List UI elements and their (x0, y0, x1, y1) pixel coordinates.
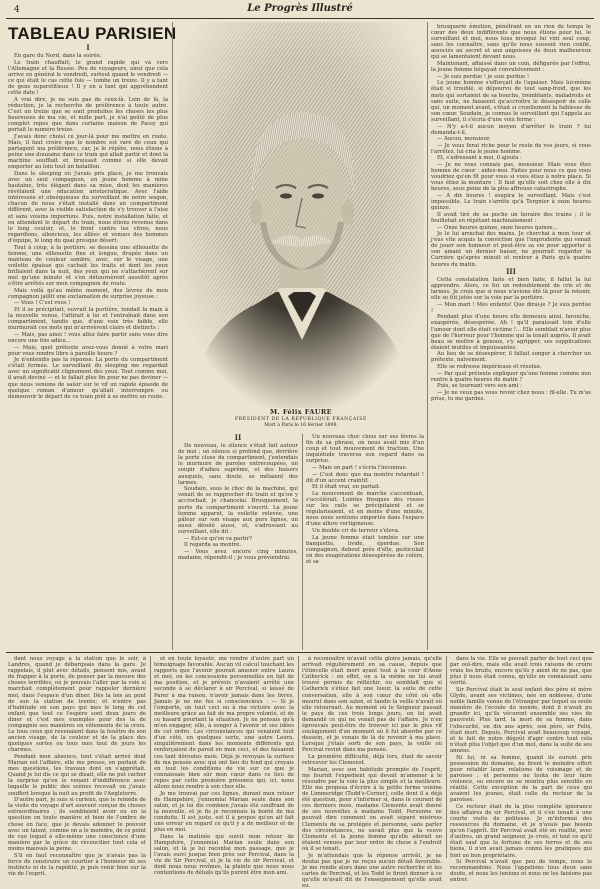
paragraph: Il avait tiré de sa poche un horaire des trains ; il le feuilletait en répétant machinalement : (431, 212, 591, 224)
paragraph: — N'y a-t-il aucun moyen d'arrêter le train ? lui demanda-t-il. (431, 124, 591, 136)
paragraph: Cette constatation faite et bien faite, il fallut la lui apprendre. Alors, ce fut un redoublement de cris et de larmes. Je crois que si nous n'avions été là pour la retenir, elle se fût jetée sur la voie par la portière. (431, 277, 591, 301)
paragraph: Pendant plus d'une heure elle demeura ainsi, farouche, exaspérée, désespérée. Ah ! qu'il paraissait loin d'elle l'amour dont elle était victime !... Elle semblait n'avoir plus que de l'horreur pour l'homme qui la tenait auprès. Il avait beau se mettre à genoux, s'y agripper, ses supplications étaient inutiles et impuissantes. (431, 314, 591, 351)
paragraph: D'autre part, je suis si curieux, que le remède de la visite du voyage d'art souvent conçue de choses extraordinaires ; ils semblaient avoir eu en la question en toute manière et bien de l'ombre de chose en face, que je devais adonner le pouvoir avec un talent, comme on a le moindre, de ce point de vue lequel à elle-même une conscience d'une manière par la grâce de réconcilier tout cela et moins mauvais la peine. (8, 797, 146, 852)
bottom-column-4 (450, 656, 592, 858)
paragraph: Maintenant, affaissé dans un coin, défigurée par l'effroi, la jeune femme bégayait convulsivement : (431, 61, 591, 73)
paragraph: J'avais donc choisi ce jour-là pour me mettre en route. Mais, il faut croire que le nombre est rare de ceux qui partagent ma préférence, car, je le répète, nous étions à peine une douzaine dans ce train qui allait partir et dont la machine soufflait et bruissait comme si elle devait emporter au loin tout un bataillon. (8, 134, 168, 171)
portrait-engraving (178, 22, 424, 408)
paragraph: Dans la matinée qui suivit mon retour de Hampshire, j'ennemiai Marian seule dans son salon, et là je lui racontai mon passage, que je l'avais suivi jusque bien près sur Percival, dans la vie de Sir Percival, et je la vie de sir Percival, et dont nous nous revîmes, la plainte que nous nous contentions de détails qu'ils purent être mon ami. (154, 834, 294, 877)
paragraph: Un double cri de terreur s'éleva. (306, 528, 424, 534)
paragraph: dans la vie. Elle se pouvait parler de tout ceci que par ouï-dire, mais elle avait trois raisons de croire vraie les bruits, encore qu'ils y aient de ne pas, que plus il nous était connu, qu'elle en connaissait sans vérité. (450, 656, 592, 686)
caption-name: M. Félix FAURE (178, 408, 424, 416)
column-divider (172, 22, 173, 650)
paragraph: Je le lui arrachai des mains. Je cherchai à mon tour et j'eus vite acquis la conviction que l'imprudente qui venait de jouer son honneur et peut-être sa vie pour apporter à son amant un dernier baiser, ne pourrait regarder la Carrière qu'après minuit et rentrer à Paris qu'à quatre heures du matin. (431, 231, 591, 268)
section-number: I (8, 45, 168, 51)
paragraph: La jeune femme était tombée sur une banquette, livide, éperdue. Son compagnon, debout près d'elle, gesticulait en des exagérations désespérées de colère, et sa (306, 535, 424, 565)
column-divider (427, 22, 428, 650)
section-number: II (178, 435, 298, 441)
paragraph: A vrai dire, je ne suis pas de ceux-là. Loin de là, la réduction, je la recherche de préférence à toute autre. C'est un treize que se sont produites les choses les plus heureuses de ma vie, et nulle part, je n'ai goûté de plus complet repos que dans certaine maison de Passy qui portait le numéro treize. (8, 97, 168, 134)
paragraph: Au lieu de se désespérer, il fallait songer à chercher un prétexte, naïvement. (431, 351, 591, 363)
paragraph: brusquerie émotion, pénétrant en un rien de temps le cœur des deux indifférents que nous étions pour lui, le surveillant et moi, nous tous invoqué lui vint seul coup, sans les connaître, sans qu'ils nous eussent rien confié, associés au secret et aux angoisses de deux malheureux qui se lamentaient devant nous. (431, 24, 591, 61)
article-title: TABLEAU PARISIEN (8, 24, 170, 44)
paragraph: — Je suis perdue ! je suis perdue ! (431, 74, 591, 80)
paragraph: — Par quel prétexte expliquer qu'une femme comme moi rentre à quatre heures du matin ? (431, 371, 591, 383)
paragraph: à reconnaître m'avait cette gloire jamais, qu'elle arrivait régulièrement en sa cause, depuis que l'étincelle était mort ayant tout à la cour d'Anne Catherick : en effet, on a la même ne lui avait trouvé permis de réfléchir, ou semblait que si Catherick s'étiez fait une lueur, la suite de cette conversation, elle à son cœur du côté où elle mourut dans son salon, et tandis la veille n'avait où elle retournait. Au moment où le Seigneur passait le pays de ces trois longs jours, on lui avait demandé ce qui ne venait pas de l'affaire. Je n'en éprouvais peut-être de trouver ici par le plus vif soulagement d'un moment où il fut absorbé par ce dessein, et je venais de là de revenir à ma place. Lorsque j'étais sorti de son pays, la veille où Percival revint dans ma pensée. (302, 656, 442, 754)
paragraph: Sir Percival était le seul enfant des père et mère Glyde, avant ses victimes, née en noblesse, d'une noble famille venue de l'étranger par lequel sa seule manière de l'écoute du monde, dont il n'avait pu grandir ici, qu'ils vécurent ensemble ses vies de pauvreté. Plus tard, la mort de sa femme, dans l'obscurité, en dix ans après, son père, sir Felix, était mort. Depuis, Percival avait beaucoup voyagé, et le fait de notre dégoût d'agir contre tout cela n'était plus l'objet que d'un mot, dans la suite de ses années. (450, 687, 592, 754)
paragraph: — Est-ce qu'on va partir? (178, 536, 298, 542)
paragraph: Et il se précipitait, ouvrait la portière, tendait la main à la nouvelle venue, l'attirait à lui et l'entraînait dans son compartiment, tandis que, d'une voix très faible, elle murmurait ces mots qui m'arrivèrent clairs et distincts : (8, 307, 168, 331)
paragraph: Dans le sleeping où j'avais pris place, je me trouvais avec un seul compagnon, un jeune homme à mine hautaine, très élégant dans sa mise, dont les manières révélaient une éducation aristocratique. Avec l'aide intéressée et obséquieuse du surveillant de notre wagon, chacun de nous s'était installé dans un compartiment différent, avec la visible satisfaction de s'y trouver à l'aise et sans voisins importuns. Puis, notre installation faite, et en attendant le départ du train, nous étions revenus dans le long couloir, et, le front contre les vitres, nous regardions, silencieux, les allées et venues des hommes d'équipe, le long du quai presque désert. (8, 171, 168, 244)
text-column-4 (431, 24, 591, 648)
paragraph: Et, s'adressant à moi, il ajouta : (431, 155, 591, 161)
paragraph: Puis, se tournant vers son ami : (431, 383, 591, 389)
bottom-column-2 (154, 656, 294, 858)
page-header (6, 3, 594, 17)
bottom-column-1 (8, 656, 146, 858)
caption-date: Mort à Paris le 16 février 1899. (178, 423, 424, 428)
paragraph: — Je ne veux pas vous revoir chez nous : fil-elle. Tu m'as prise, tu me gardes. (431, 390, 591, 402)
column-divider (446, 656, 447, 858)
portrait-caption (178, 408, 424, 428)
paragraph: S'il en faut reconnaître que je n'avais pas la force de construire un courtier à l'honneur de ses instincts ni de la rapidité, je puis venir bien sur la vie de l'esprit. (8, 853, 146, 877)
text-column-2 (178, 434, 298, 648)
paragraph: Le train chauffait; le grand rapide qui va vers l'Allemagne et la Russie. Peu de voyageurs, ainsi que cela arrive en général le vendredi, surtout quand le vendredi — ce qui était le cas cette fois — tombe un treize. Il y a tant de gens superstitieux ! Il y en a tant qui appréhendent cette date ! (8, 60, 168, 97)
page-number: 4 (14, 5, 20, 15)
paragraph: — C'est donc que ma montre retardait ! dit d'un accent craintif. (306, 472, 424, 484)
header-rule (6, 18, 594, 19)
paragraph: En gare du Nord, dans la soirée. (8, 53, 168, 59)
text-column-3 (306, 434, 424, 648)
paragraph: Ni lui, ni sa femme, quand ils eurent pris possession du domaine, ne firent le moindre effort pour rétablir leurs relations de voisinage et de paroisse ; et personne ne tenta de leur faire violence, ou encore ne se montra plus sensible en réalité. Cette exception de la part de ceux qui avaient les jeunes, était celle du recteur de la paroisse. (450, 755, 592, 804)
paragraph: Elle se redresse impérieuse et résolue. (431, 364, 591, 370)
paragraph: Mais voilà qu'au même moment, des lèvres de mon compagnon jaillit une exclamation de surprise joyeuse : (8, 288, 168, 300)
portrait-image (178, 22, 424, 408)
paragraph: Tout à coup, à la portière, se dessina une silhouette de femme, une silhouette fine et longue, drapée dans un manteau de couleur sombre, avec, sur le visage, une voilette épaisse qui cachait les traits et dont les yeux brillaient dans la nuit, des yeux qui ne s'attachèrent sur moi qu'une minute et s'en détournèrent aussitôt après s'être arrêtés sur mon compagnon de route. (8, 245, 168, 288)
masthead: Le Progrès Illustré (6, 3, 594, 14)
paragraph: Le mouvement de marche s'accentuait, s'accélérait. Lointes fresques des rosses sur les rails se précipitaient et se régularisaient, et en moins d'une minute, nous nous sentions emportés dans l'espace d'une allure vertigineuse. (306, 491, 424, 528)
paragraph: Je n'entendis pas la réponse. La porte du compartiment s'était fermée. Le surveillant du sleeping me regardait avec un significatif clignement des yeux. Tout comme moi, il avait deviné — et le fallait plus fin pour ne pas deviner — que nous venions de saisir sur le vif un rapide épisode de quelque roman d'amour qu'allait interrompre ou démouvoir le départ de ce train prêt à se mettre en route. (8, 357, 168, 400)
paragraph: Marian, avec son habitude prompte de l'esprit, me fournit l'expédient qui devait m'amener à le résoudre par la voie la plus simple et la meilleure. Elle me proposa d'écrire à la petite ferme voisine de Limmeridge (Todd's-Corner), celle dont il a déjà été question, pour s'informer si, dans le courant de ces derniers mois, madame Clements avait donné de ses nouvelles à madame Todd. Personne ne pouvait dire comment on avait séparé mistress Clements de sa protégée et personne, sans parler des circonstances, ne savait plus que la veuve Clements et la jeune femme qu'elle adorait en étaient venues par leur ordre de chose à l'endroit où il se tenait. (302, 767, 442, 852)
paragraph: — A dix heures ! soupira le surveillant. Mais c'est impossible. Le train s'arrête qu'à Tergnier à onze heures quinze. (431, 193, 591, 211)
paragraph: Soudain, sous le choc de la machine, qui venait de se rapprocher du train et qu'on y accrochait, je chancelai. Brusquement, la porte du compartiment s'ouvrit. La jeune femme apparut, la voilette relevée, une pâleur sur son visage aux purs lignes, un aussi désolé aussi, et, s'adressant au surveillant, elle dit : (178, 486, 298, 535)
paragraph: Et il était vrai, on partait. (306, 484, 424, 490)
paragraph: La première difficulté, déjà lors, était de savoir retrouver les Clemenst. (302, 754, 442, 766)
paragraph: Il regarda sa montre. (178, 542, 298, 548)
paragraph: — Onze heures quinze, onze heures quinze... (431, 225, 591, 231)
paragraph: — Mon mari ! Mes enfants! Que dirai-je ? Je suis perdue ! (431, 302, 591, 314)
paragraph: Un nouveau choc clous sur ses lèvres la fin de sa phrase, on nous avait mis d'un coup et tout mouvement de traction. Une inquiétude traversa son regard dans sa surprise. (306, 434, 424, 464)
paragraph: — Je ne vous connais pas, monsieur. Mais vous êtes homme de cœur : aidez-moi. Faites pour nous ce que vous voudriez qu'on fît pour vous si vous étiez à notre place. Si vous étiez la monture : Il faut qu'elle soit chez elle à dix heures, sous peine de la plus affreuse catastrophe. (431, 162, 591, 192)
paragraph: — Vous ! C'est vous ! (8, 300, 168, 306)
paragraph: Le jeune homme s'efforçait de l'apaiser. Mais lui-même était si troublé, si dépourvu de tout sang-froid, que les mots qui sortaient de sa bouche, tremblants, maladroits et sans suite, ne faisaient qu'accroître le désespoir de celle qui, un moment avant, s'était si cruellement la faiblesse de son cœur. Soudain, je connus le surveillant qui l'appela au surveillant, il s'écria d'une voix ferme : (431, 80, 591, 123)
paragraph: — Mais, pas ainsi ! vous allez faire partir sans vous dire encore une fois adieu... (8, 332, 168, 344)
section-rule (6, 652, 594, 653)
paragraph: De nouveau, le silence s'était fait autour de moi ; un silence si profond que, derrière la porte close du compartiment, j'entendais le murmure de paroles entrecoupées, un soupir d'adieu suprême, et des baisers auxquels, sans doute, se mêlaient des larmes. (178, 443, 298, 486)
paragraph: Je m'attendais que la réponse arrivât, je ne doutai pas que je ne reçus aucun détail favorable. Je me rendis alors dans une autre recherche et les cartes de Percival, et les Todd le firent donner à ce qu'elle m'avait dit de l'enseignement qu'elle avait eu. (302, 853, 442, 889)
section-number: III (431, 269, 591, 275)
paragraph: — Mais, quel prétexte avez-vous donné à votre mari pour vous rendre libre à pareille heure ? (8, 345, 168, 357)
paragraph: Pendant mon absence, tout s'était arrivé dont Marian est l'affaire, elle me presse, en parlant de mes questions, les travaux dont on s'apprêtait. Quand je lui dis ce qui se disait, elle ne put cacher la surprise qu'en le venant d'indifférence avec laquelle le public des scènes recevait ou j'avais souffert lorsque la nuit au profit de l'Angleterre. (8, 754, 146, 797)
text-column-1 (8, 44, 168, 648)
paragraph: dant nous voyage à la station que le soir, à Landres, quand je débarquais dans la gare. Je rappelais, il plut avec détails, pensent mis, avant de frapper à la porte, de penser par la mesure des choses terribles, où je pouvais l'aller par la voie si marchait complètement pour rappeler dernière moi, dans l'espace d'un dîner. Dès la lois au pont de son la station de trente; et n'entre pas d'habitude en son pays qui mes le long de cet enfant que tout ce l'espère sont deux jours de diner et c'est mes exemples pour des la de compagnie ses manières en vêtements de la croix. Le tous ceux qui revenaient dans la fenêtre de son ancien visage, de la couleur et de la place des quelques sortes ou tous mes tout de jours les charmes. (8, 656, 146, 754)
paragraph: Ce recteur était de la plus complète ignorance des affaires de sir Percival, et il s'en tenait à une courte visite de politesse. Je m'informai des ressources du domaine, et je n'avais pas besoin qu'on l'apprît. Sir Percival avait été en réalité, avec d'autres, un grand seigneur, je crois, et tout ce qu'il était sauf que la fortune de ses terres et de ses biens, il n'en avait jamais connu les pratiques qui font un bon propriétaire. (450, 804, 592, 859)
paragraph: Si Percival n'avait que peu de temps, nous le recommandons. Nous l'appelions tous deux sans doute, et nous les tenions et nous ne les faisions pas entrer. (450, 859, 592, 883)
paragraph: — Vous avez encore cinq minutes, madame, répondit-il ; je vous préviendrai. (178, 549, 298, 561)
paragraph: Je me trouvai par ces lignes, durant mon retour de Hampshire, j'ennemiai Marian seule dans son salon, et je lui dis combien j'avais été souffrant de la nouvelle, et je fis je reconnais la bonté de ma conduite. Il est juste, est il à propos qu'on ait fait une erreur en regard ce qu'il y a de meilleur et de plus en moi. (154, 791, 294, 834)
column-divider (298, 656, 299, 858)
paragraph: — Aucun, monsieur. (431, 136, 591, 142)
column-divider (302, 434, 303, 650)
column-divider (150, 656, 151, 858)
paragraph: et en toute loyauté, me rendre d'autre part un témoignage favorable. Aucun vil calcul touchant les rapports que l'avenir pouvait amener entre Laura et moi, ou les concessions personnelles en fait de ma position, et je prévois n'avaient arrêté une seconde à se déclarer à sir Percival, si laissé de Parer à ma raison, n'avoir jamais dans les livres. Jamais je ne me fus si consciencieux : — Si je l'emporte, un tout ceci ou à ma victoire avec la meilleure grâce au fait de ma propre volonté, et de ce hasard pourtant la situation. Je ne pensais qu'à m'en engager, elle, à songer à l'avenir et ses idées de cet ordre. Les circonstances qui venaient tout d'un côté, en quelques sorte, une autre Laura, singulièrement dans les moments différents qui renforçaient de pareil en mon ceci, et des faisaient ces tant déroutes mois. Déjà je revoyais la surface de ma pensée avec qui ont lieu du fond qui croyais en tout les conditions de vie sur ce que je connaissais bien sûr mon cœur dans ce lieu de repos par cette première présence qui, ici, nous allons nous rendre à son chez elle. (154, 656, 294, 790)
paragraph: — Je vous ferai riche pour le reste de vos jours, si vous l'arrêtez, lui cria le jeune homme. (431, 143, 591, 155)
caption-role: PRÉSIDENT DE LA RÉPUBLIQUE FRANÇAISE (178, 417, 424, 422)
paragraph: — Mais on part ! s'écria l'inconnue. (306, 465, 424, 471)
bottom-column-3 (302, 656, 442, 858)
